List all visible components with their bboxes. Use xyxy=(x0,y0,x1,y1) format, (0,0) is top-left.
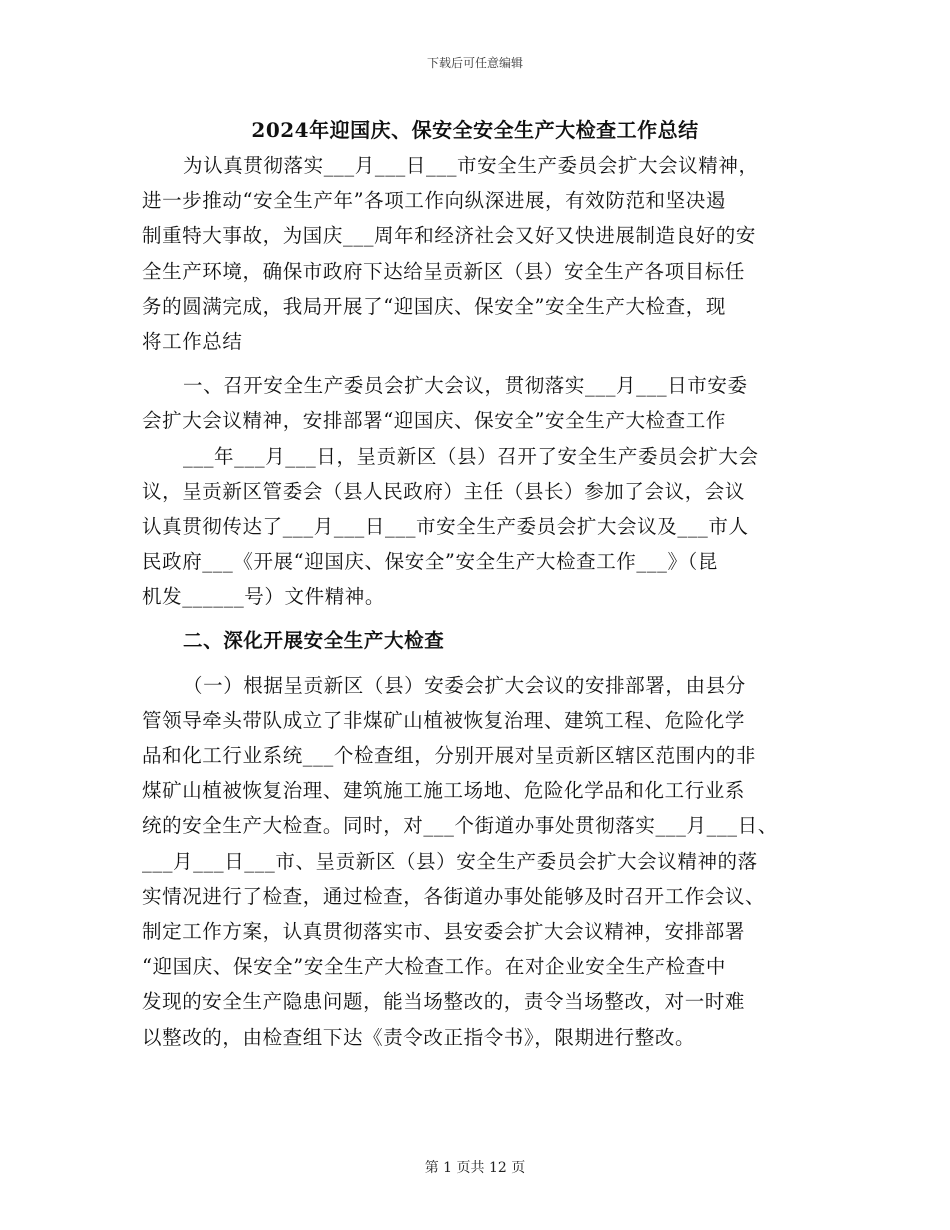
section-heading: 二、深化开展安全生产大检查 xyxy=(183,629,445,653)
header-note: 下载后可任意编辑 xyxy=(426,56,523,70)
text-line: 一、召开安全生产委员会扩大会议，贯彻落实___月___日市安委 xyxy=(183,374,748,398)
text-line: 品和化工行业系统___个检查组，分别开展对呈贡新区辖区范围内的非 xyxy=(142,744,756,767)
paragraph-meeting xyxy=(142,439,802,615)
text-line: 议，呈贡新区管委会（县人民政府）主任（县长）参加了会议，会议 xyxy=(142,479,746,503)
paragraph-section-one-heading xyxy=(142,368,802,438)
document-title: 2024年迎国庆、保安全安全生产大检查工作总结 xyxy=(251,118,699,142)
text-line: 发现的安全生产隐患问题，能当场整改的，责令当场整改，对一时难 xyxy=(142,990,746,1014)
page-number: 第 1 页共 12 页 xyxy=(424,1160,526,1176)
text-line: 为认真贯彻落实___月___日___市安全生产委员会扩大会议精神， xyxy=(183,154,759,177)
paragraph-inspection xyxy=(142,668,802,1055)
text-line: 将工作总结 xyxy=(142,329,243,353)
text-line: 制重特大事故，为国庆___周年和经济社会又好又快进展制造良好的安 xyxy=(142,224,756,248)
text-line: ___年___月___日，呈贡新区（县）召开了安全生产委员会扩大会 xyxy=(183,444,759,468)
text-line: 认真贯彻传达了___月___日___市安全生产委员会扩大会议及___市人 xyxy=(142,514,749,538)
text-line: ___月___日___市、呈贡新区（县）安全生产委员会扩大会议精神的落 xyxy=(142,849,758,873)
text-line: 全生产环境，确保市政府下达给呈贡新区（县）安全生产各项目标任 xyxy=(142,259,746,283)
text-line: 统的安全生产大检查。同时，对___个街道办事处贯彻落实___月___日、 xyxy=(142,814,778,838)
text-line: 煤矿山植被恢复治理、建筑施工施工场地、危险化学品和化工行业系 xyxy=(142,779,746,803)
text-line: 实情况进行了检查，通过检查，各街道办事处能够及时召开工作会议、 xyxy=(142,884,766,908)
text-line: 务的圆满完成，我局开展了“迎国庆、保安全”安全生产大检查，现 xyxy=(142,294,726,318)
text-line: （一）根据呈贡新区（县）安委会扩大会议的安排部署，由县分 xyxy=(183,673,746,697)
text-line: 制定工作方案，认真贯彻落实市、县安委会扩大会议精神，安排部署 xyxy=(142,919,746,943)
text-line: 进一步推动“安全生产年”各项工作向纵深进展，有效防范和坚决遏 xyxy=(142,189,726,213)
text-line: 以整改的，由检查组下达《责令改正指令书》，限期进行整改。 xyxy=(142,1025,696,1049)
text-line: 民政府___《开展“迎国庆、保安全”安全生产大检查工作___》（昆 xyxy=(142,550,718,574)
document-body xyxy=(142,148,802,1055)
text-line: 机发______号）文件精神。 xyxy=(142,585,385,609)
text-line: 管领导牵头带队成立了非煤矿山植被恢复治理、建筑工程、危险化学 xyxy=(142,708,746,732)
paragraph-intro xyxy=(142,148,802,359)
text-line: “迎国庆、保安全”安全生产大检查工作。在对企业安全生产检查中 xyxy=(142,955,726,979)
text-line: 会扩大会议精神，安排部署“迎国庆、保安全”安全生产大检查工作 xyxy=(142,409,726,433)
